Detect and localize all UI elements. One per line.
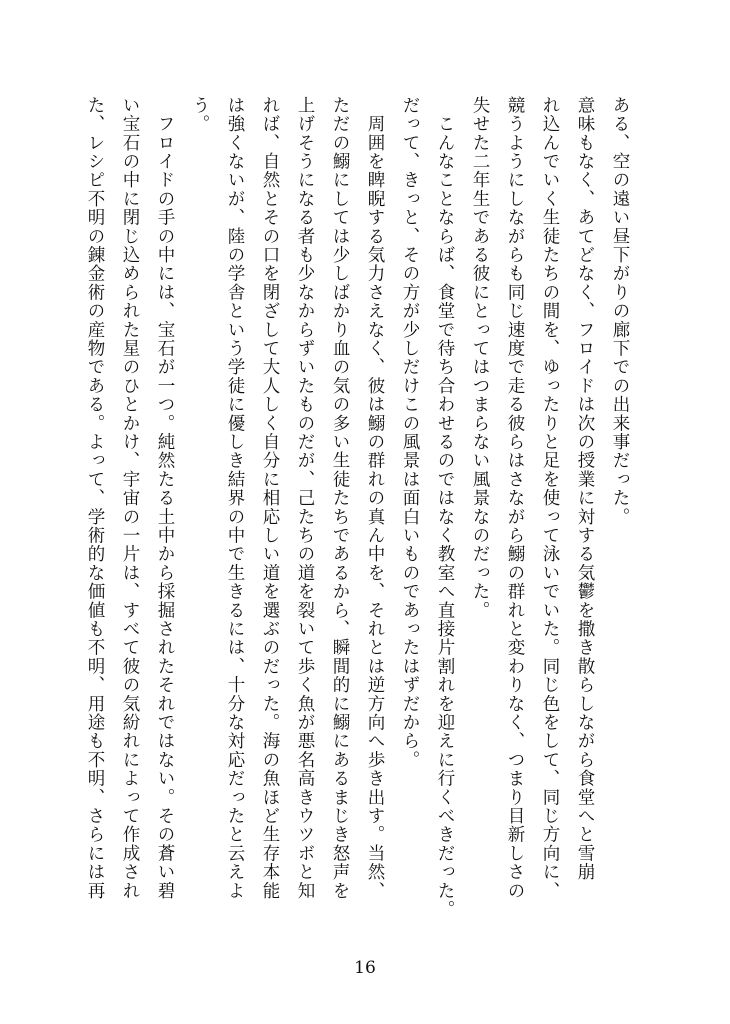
text-line: こんなことならば、食堂で待ち合わせるのではなく教室へ直接片割れを迎えに行くべきだった。: [435, 96, 455, 919]
text-line: 失せた二年生である彼にとってはつまらない風景なのだった。: [470, 96, 490, 620]
text-line: れ込んでいく生徒たちの間を、ゆったりと足を使って泳いでいた。同じ色をして、同じ方向に、: [540, 96, 560, 901]
text-line: れば、自然とその口を閉ざして大人しく自分に相応しい道を選ぶのだった。海の魚ほど生存本能: [260, 96, 280, 901]
text-line: 意味もなく、あてどなく、フロイドは次の授業に対する気鬱を撒き散らしながら食堂へと雪崩: [575, 96, 595, 882]
text-line: は強くないが、陸の学舎という学徒に優しき結界の中で生きるには、十分な対応だったと云えよ: [225, 96, 245, 901]
text-line: だって、きっと、その方が少しだけこの風景は面白いものであったはずだから。: [400, 96, 420, 770]
text-line: フロイドの手の中には、宝石が一つ。純然たる土中から採掘されたそれではない。その蒼い碧: [155, 96, 175, 901]
text-line: う。: [190, 96, 210, 134]
text-line: ある、空の遠い昼下がりの廊下での出来事だった。: [610, 96, 630, 527]
text-line: い宝石の中に閉じ込められた星のひとかけ、宇宙の一片は、すべて彼の気紛れによって作成され: [120, 96, 140, 901]
text-line: 周囲を睥睨する気力さえなく、彼は鰯の群れの真ん中を、それとは逆方向へ歩き出す。当然、: [365, 96, 385, 901]
text-line: 上げそうになる者も少なからずいたものだが、己たちの道を裂いて歩く魚が悪名高きウツボと知: [295, 96, 315, 901]
text-line: た、レシピ不明の錬金術の産物である。よって、学術的な価値も不明、用途も不明、さらには再: [85, 96, 105, 901]
vertical-text-block: [78, 96, 638, 936]
page-number: 16: [354, 958, 376, 978]
text-line: 競うようにしながらも同じ速度で走る彼らはさながら鰯の群れと変わりなく、つまり目新しさの: [505, 96, 525, 901]
text-line: ただの鰯にしては少しばかり血の気の多い生徒たちであるから、瞬間的に鰯にあるまじき怒声を: [330, 96, 350, 901]
